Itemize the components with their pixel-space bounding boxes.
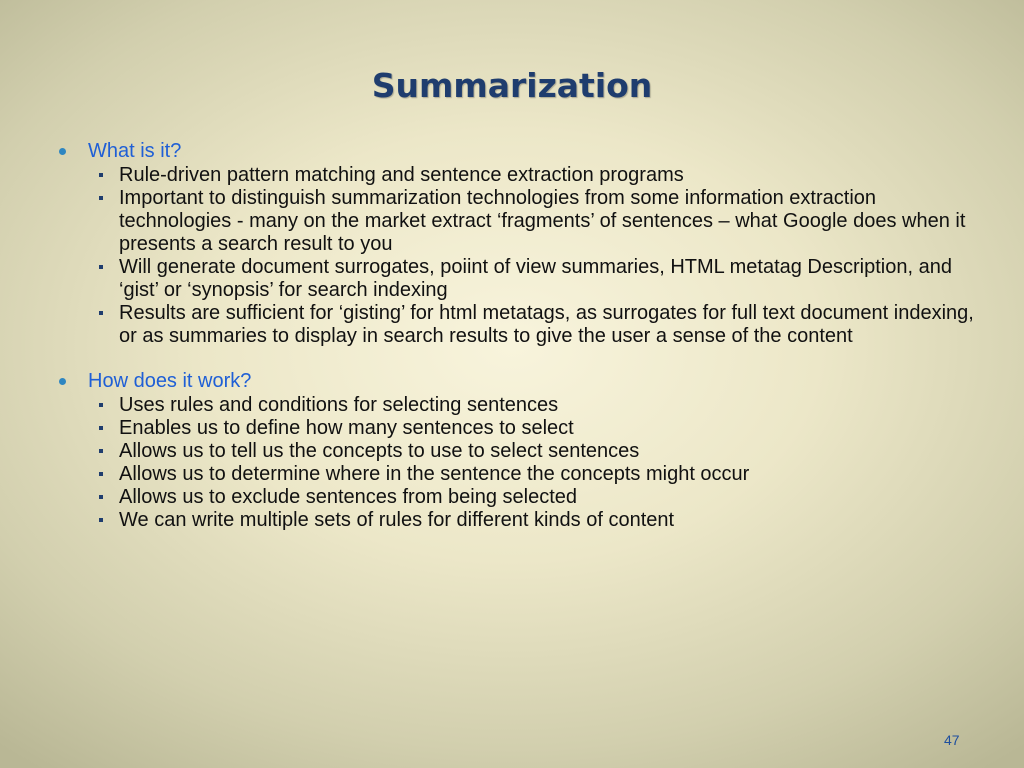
list-item <box>56 256 976 302</box>
list-item-text: Allows us to exclude sentences from being selected <box>119 486 578 508</box>
square-bullet-icon <box>99 518 103 522</box>
list-item <box>56 417 976 440</box>
list-item <box>56 394 976 417</box>
section-heading <box>56 138 976 164</box>
square-bullet-icon <box>99 173 103 177</box>
section-how-does-it-work <box>56 368 976 532</box>
list-item <box>56 164 976 187</box>
list-item-text: Uses rules and conditions for selecting sentences <box>119 394 559 416</box>
square-bullet-icon <box>99 426 103 430</box>
list-item <box>56 486 976 509</box>
section-what-is-it <box>56 138 976 348</box>
list-item-text: We can write multiple sets of rules for different kinds of content <box>119 509 675 531</box>
square-bullet-icon <box>99 311 103 315</box>
square-bullet-icon <box>99 495 103 499</box>
slide-title: Summarization <box>371 66 653 105</box>
section-heading-text: How does it work? <box>88 370 252 392</box>
list-item <box>56 463 976 486</box>
list-item-text: Rule-driven pattern matching and sentence extraction programs <box>119 164 684 186</box>
list-item <box>56 187 976 256</box>
square-bullet-icon <box>99 196 103 200</box>
list-item-text: Allows us to tell us the concepts to use to select sentences <box>119 440 640 462</box>
slide-content <box>56 138 976 532</box>
bullet-list <box>56 394 976 532</box>
list-item <box>56 302 976 348</box>
section-heading <box>56 368 976 394</box>
square-bullet-icon <box>99 403 103 407</box>
list-item-text: Will generate document surrogates, poiint of view summaries, HTML metatag Description, and ‘gist’ or ‘synopsis’ for search indexing <box>119 256 952 301</box>
round-bullet-icon <box>59 148 66 155</box>
bullet-list <box>56 164 976 348</box>
list-item-text: Enables us to define how many sentences to select <box>119 417 574 439</box>
square-bullet-icon <box>99 265 103 269</box>
list-item <box>56 440 976 463</box>
section-heading-text: What is it? <box>88 140 182 162</box>
page-number: 47 <box>944 732 960 748</box>
list-item-text: Results are sufficient for ‘gisting’ for html metatags, as surrogates for full text document indexing, or as summaries to display in search results to give the user a sense of the content <box>119 302 974 347</box>
square-bullet-icon <box>99 449 103 453</box>
round-bullet-icon <box>59 378 66 385</box>
list-item-text: Allows us to determine where in the sentence the concepts might occur <box>119 463 750 485</box>
list-item-text: Important to distinguish summarization technologies from some information extraction technologies - many on the market extract ‘fragments’ of sentences – what Google does when it presents a search result to you <box>119 187 966 255</box>
list-item <box>56 509 976 532</box>
square-bullet-icon <box>99 472 103 476</box>
